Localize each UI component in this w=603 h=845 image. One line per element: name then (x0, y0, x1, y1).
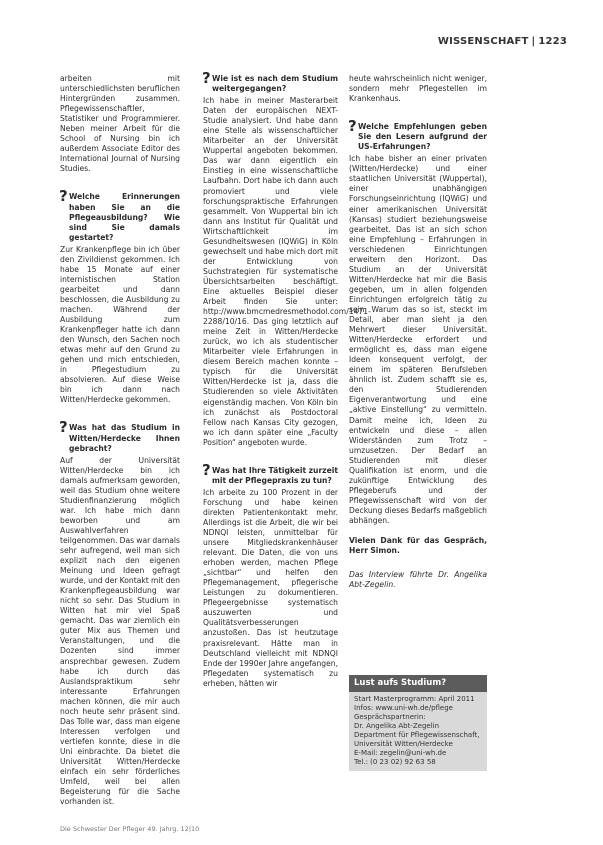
question-mark-icon: ? (202, 460, 211, 479)
study-info-box (349, 675, 487, 771)
question-mark-icon: ? (348, 117, 357, 136)
answer-paragraph: Ich arbeite zu 100 Prozent in der Forschung und habe keinen direkten Patientenkontakt mehr. Allerdings ist die Arbeit, die wir bei NDNQI leisten, unmittelbar für unsere Mitgliedskrankenhäuser relevant. Die Daten, die von uns erhoben werden, machen Pflege „sichtbar“ und helfen den Pflegemanagement, pflegerische Leistungen zu dokumentieren. Pflegeergebnisse systematisch auszuwerten und Qualitätsverbesserungen anzustoßen. Das ist heutzutage praxisrelevant. Hätte man in Deutschland vielleicht mit NDNQI Ende der 1990er Jahre angefangen, Pflegedaten systematisch zu erheben, hätten wir (203, 487, 338, 688)
page-number: 1223 (538, 36, 567, 47)
text-column-2 (202, 69, 371, 689)
question-text: Welche Erinnerungen haben Sie an die Pflegeausbildung? Wie sind Sie damals gestartet? (69, 192, 180, 242)
header-separator: | (531, 36, 536, 47)
text-column-3 (349, 74, 487, 590)
info-line: Universität Witten/Herdecke (354, 740, 453, 748)
answer-paragraph: Ich habe bisher an einer privaten (Witten/Herdecke) und einer staatlichen Universität (Wuppertal), einer unabhängigen Forschungseinrichtung (IQWiG) und einer amerikanischen Universität (Kansas) studiert beziehungsweise gearbeitet. Das ist an sich schon eine Empfehlung – Erfahrungen in verschiedenen Einrichtungen erweitern den Horizont. Das Studium an der Universität Witten/Herdecke hat mir die Basis gegeben, um in allen folgenden Einrichtungen erfolgreich tätig zu sein. Warum das so ist, steckt im Detail, aber man sieht ja den Mehrwert dieser Universität. Witten/Herdecke erfordert und ermöglicht es, dass man eigene Ideen konsequent verfolgt, der einem im späteren Berufsleben ähnlich ist. Zudem schafft sie es, den Studierenden Eigenverantwortung und eine „aktive Einstellung“ zu vermitteln. Damit meine ich, Ideen zu entwickeln und diese – allen Widerständen zum Trotz – umzusetzen. Der Bedarf an Studierenden mit dieser Qualifikation ist enorm, und die zukünftige Entwicklung des Pflegeberufs und der Pflegewissenschaft wird von der Deckung dieses Bedarfs maßgeblich abhängen. (349, 154, 487, 525)
question-heading (59, 418, 180, 453)
question-heading (202, 460, 338, 486)
text-column-1 (60, 74, 180, 807)
info-line: Start Masterprogramm: April 2011 (354, 695, 475, 703)
continued-paragraph: heute wahrscheinlich nicht weniger, sondern mehr Pflegestellen im Krankenhaus. (349, 74, 487, 104)
running-footer: Die Schwester Der Pfleger 49. Jahrg. 12|10 (60, 825, 200, 833)
question-heading (202, 69, 338, 94)
intro-paragraph: arbeiten mit unterschiedlichsten beruflichen Hintergründen zusammen. Pflegewissenschaftler, Statistiker und Programmierer. Neben meiner Arbeit für die School of Nursing bin ich außerdem Associate Editor des International Journal of Nursing Studies. (60, 74, 180, 174)
info-box-title: Lust aufs Studium? (349, 675, 487, 692)
info-link[interactable]: Infos: www.uni-wh.de/pflege (354, 704, 453, 712)
info-line: Gesprächspartnerin: (354, 713, 426, 721)
question-mark-icon: ? (202, 69, 211, 87)
question-heading (348, 117, 487, 152)
question-text: Welche Empfehlungen geben Sie den Lesern aufgrund der US-Erfahrungen? (358, 122, 487, 152)
interviewer-credit: Das Interview führte Dr. Angelika Abt-Zegelin. (349, 570, 487, 590)
answer-paragraph: Ich habe in meiner Masterarbeit Daten der europäischen NEXT-Studie analysiert. Und habe dann eine Stelle als wissenschaftlicher Mitarbeiter an der Universität Wuppertal angeboten bekommen. Das war dann eigentlich ein Einstieg in eine wissenschaftliche Laufbahn. Dort habe ich dann auch promoviert und viele forschungspraktische Erfahrungen gesammelt. Von Wuppertal bin ich dann ans Institut für Qualität und Wirtschaftlichkeit im Gesundheitswesen (IQWiG) in Köln gewechselt und habe mich dort mit der Entwicklung von Suchstrategien für systematische Übersichtsarbeiten beschäftigt. Eine aktuelles Beispiel dieser Arbeit finden Sie unter: http://www.bmcmedresmethodol.com/1471-2288/10/16. Das ging letztlich auf meine Zeit in Witten/Herdecke zurück, wo ich als studentischer Mitarbeiter viele Erfahrungen in diesem Bereich machen konnte – typisch für die Universität Witten/Herdecke ist ja, dass die Studierenden so viele Aktivitäten eigenständig machen. Von Köln bin ich zunächst als Postdoctoral Fellow nach Kansas City gezogen, wo ich dann später eine „Faculty Position“ angeboten wurde. (203, 96, 371, 447)
info-phone: Tel.: (0 23 02) 92 63 58 (354, 758, 436, 766)
running-header (438, 36, 567, 47)
info-line: Department für Pflegewissenschaft, (354, 731, 480, 739)
section-title: WISSENSCHAFT (437, 36, 529, 47)
question-text: Was hat Ihre Tätigkeit zurzeit mit der Pflegepraxis zu tun? (212, 465, 338, 485)
question-mark-icon: ? (59, 418, 68, 437)
info-box-body (349, 692, 487, 770)
info-line: Dr. Angelika Abt-Zegelin (354, 722, 440, 730)
question-heading (59, 187, 180, 242)
closing-thanks: Vielen Dank für das Gespräch, Herr Simon. (349, 536, 487, 556)
info-email[interactable]: E-Mail: zegelin@uni-wh.de (354, 749, 447, 757)
question-text: Wie ist es nach dem Studium weitergegangen? (212, 74, 338, 94)
question-mark-icon: ? (59, 187, 68, 206)
answer-paragraph: Zur Krankenpflege bin ich über den Zivildienst gekommen. Ich habe 15 Monate auf einer internistischen Station gearbeitet und dann beschlossen, die Ausbildung zu machen. Während der Ausbildung zum Krankenpfleger hatte ich dann den Wunsch, den Sachen noch etwas mehr auf den Grund zu gehen und mich entschieden, in Pflegestudium zu absolvieren. Auf diese Weise bin ich dann nach Witten/Herdecke gekommen. (60, 244, 180, 405)
question-text: Was hat das Studium in Witten/Herdecke Ihnen gebracht? (69, 423, 180, 453)
answer-paragraph: Auf der Universität Witten/Herdecke bin ich damals aufmerksam geworden, weil das Studium ohne weitere Studienfinanzierung möglich war. Ich habe mich dann beworben und am Auswahlverfahren teilgenommen. Das war damals sehr aufregend, weil man sich explizit nach den eigenen Meinung und Ideen gefragt wurde, und der Kontakt mit den Krankenpflegeausbildung war nicht so sehr. Das Studium in Witten hat mir viel Spaß gemacht. Das war ziemlich ein guter Mix aus Themen und Veranstaltungen, und die Dozenten sind immer ansprechbar gewesen. Zudem habe ich durch das Auslandspraktikum sehr interessante Erfahrungen machen können, die mir auch noch heute sehr präsent sind. Das Tolle war, dass man eigene Interessen verfolgen und vertiefen konnte, diese in die Uni einbrachte. Da bietet die Universität Witten/Herdecke einfach ein sehr förderliches Umfeld, weil bei allen Begeisterung für die Sache vorhanden ist. (60, 455, 180, 807)
